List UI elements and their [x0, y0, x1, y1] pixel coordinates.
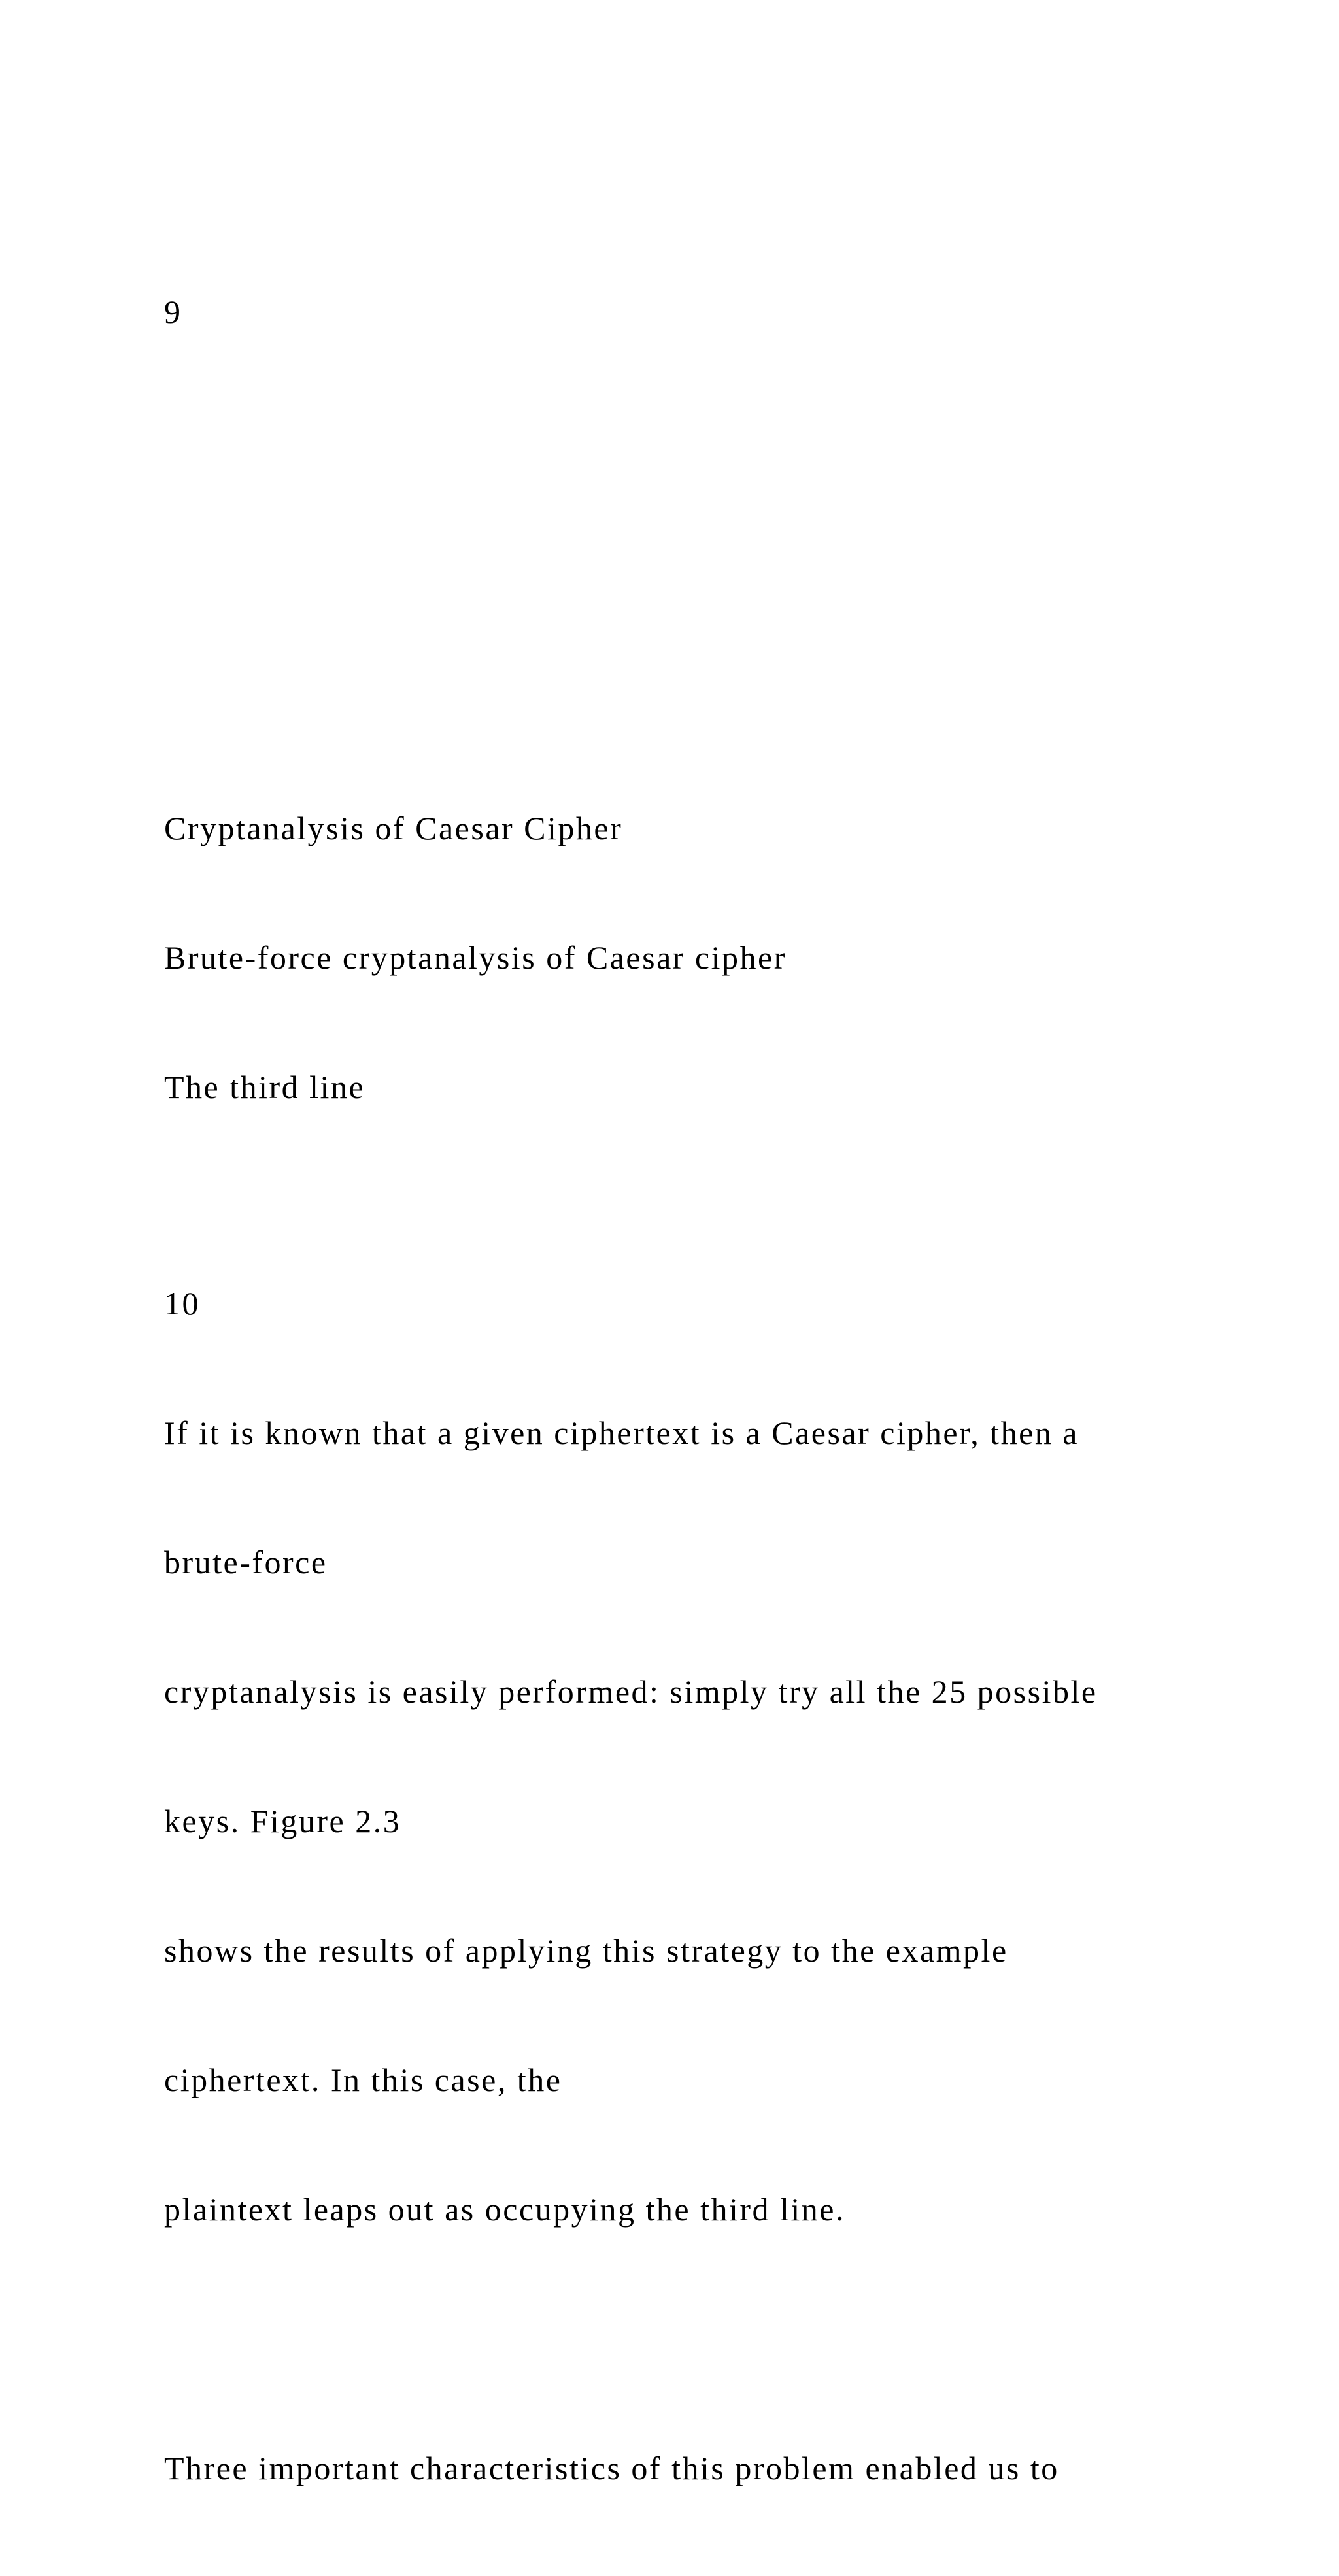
paragraph-line: Three important characteristics of this problem enabled us to — [164, 2450, 1059, 2486]
paragraph-line: shows the results of applying this strategy to the example — [164, 1932, 1008, 1969]
slide-text-line: Brute-force cryptanalysis of Caesar cipher — [164, 939, 787, 976]
paragraph-line: brute-force — [164, 1544, 328, 1581]
notes-text-block — [164, 1325, 1098, 2576]
slide-text-line: The third line — [164, 1069, 365, 1105]
blank-line — [164, 2317, 1098, 2360]
paragraph-line: If it is known that a given ciphertext is a Caesar cipher, then a — [164, 1414, 1079, 1451]
slide-title-line: Cryptanalysis of Caesar Cipher — [164, 810, 623, 846]
paragraph-line: cryptanalysis is easily performed: simply try all the 25 possible — [164, 1673, 1098, 1710]
paragraph-line: plaintext leaps out as occupying the third line. — [164, 2191, 845, 2228]
paragraph-line: ciphertext. In this case, the — [164, 2062, 562, 2098]
slide-text-block — [164, 720, 787, 1195]
slide-number-9: 9 — [164, 293, 182, 330]
paragraph-line: keys. Figure 2.3 — [164, 1803, 401, 1839]
slide-number-10: 10 — [164, 1285, 200, 1322]
